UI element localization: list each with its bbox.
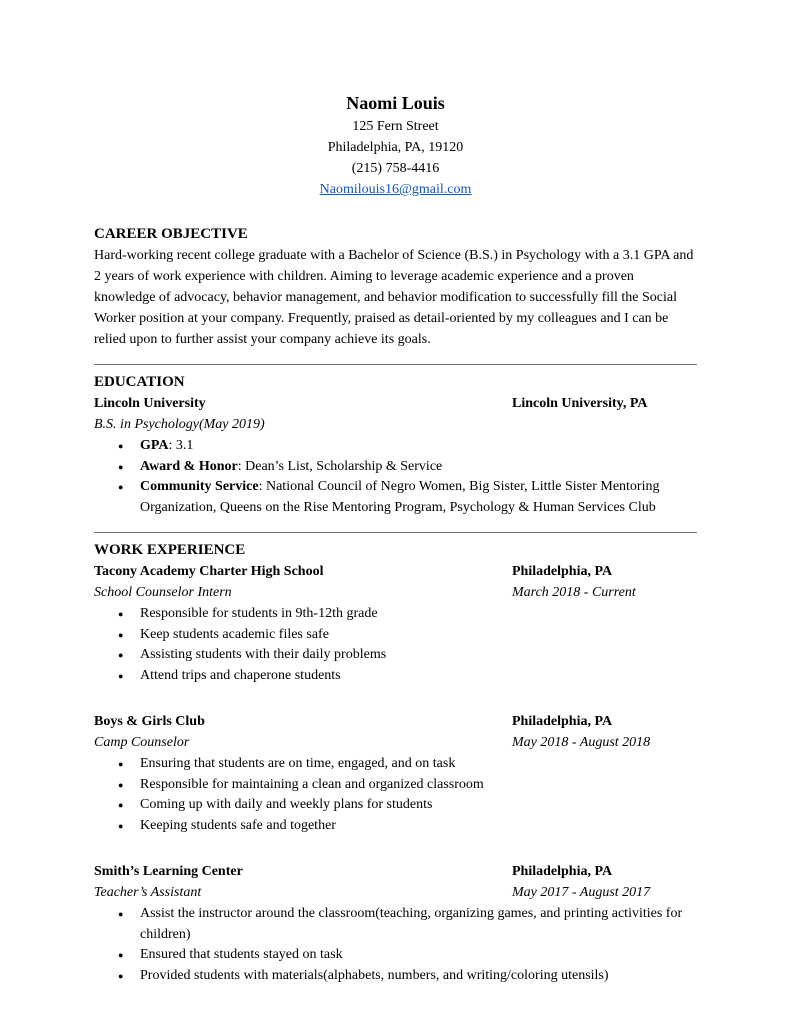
job-location: Philadelphia, PA: [512, 864, 613, 879]
education-degree: B.S. in Psychology(May 2019): [94, 417, 265, 432]
job-title: Teacher’s Assistant: [94, 885, 202, 900]
job-bullet: ● Assisting students with their daily problems: [94, 645, 697, 666]
education-bullet: [94, 457, 697, 478]
education-school: Lincoln University: [94, 396, 206, 411]
education-bullet-label: GPA: [140, 438, 169, 453]
job-bullet: ● Attend trips and chaperone students: [94, 666, 697, 687]
job-location: Philadelphia, PA: [512, 564, 613, 579]
job-bullet: ● Ensured that students stayed on task: [94, 945, 697, 966]
education-heading: EDUCATION: [94, 374, 185, 390]
phone-number: (215) 758-4416: [351, 161, 440, 176]
career-objective-text: Hard-working recent college graduate with a Bachelor of Science (B.S.) in Psychology with a 3.1 GPA and 2 years of work experience with children. Aiming to leverage academic experience and a proven knowledge of advocacy, behavior management, and behavior modification to successfully fill the Social Worker position at your company. Frequently, praised as detail-oriented by my colleagues and I can be relied upon to further assist your company achieve its goals.: [94, 248, 694, 347]
job-bullet: ● Keep students academic files safe: [94, 625, 697, 646]
section-work-experience: [94, 540, 697, 986]
career-objective-heading: CAREER OBJECTIVE: [94, 226, 248, 242]
job-dates: May 2017 - August 2017: [512, 885, 651, 900]
job-block: [94, 861, 697, 986]
education-bullet: [94, 436, 697, 457]
education-bullet: [94, 477, 697, 518]
work-experience-heading: WORK EXPERIENCE: [94, 542, 246, 558]
contact-header: [94, 90, 697, 200]
job-bullet: ● Ensuring that students are on time, engaged, and on task: [94, 754, 697, 775]
job-bullet: ● Keeping students safe and together: [94, 816, 697, 837]
education-bullet-text: : Dean’s List, Scholarship & Service: [237, 458, 443, 474]
education-bullet-label: Community Service: [140, 479, 259, 494]
section-divider: [94, 532, 697, 533]
job-title: Camp Counselor: [94, 735, 190, 750]
section-education: [94, 372, 697, 518]
job-bullets: [94, 754, 697, 836]
education-bullet-label: Award & Honor: [140, 458, 238, 474]
email-link[interactable]: Naomilouis16@gmail.com: [319, 182, 472, 197]
job-location: Philadelphia, PA: [512, 714, 613, 729]
section-divider: [94, 364, 697, 365]
education-bullet-text: : National Council of Negro Women, Big Sister, Little Sister Mentoring Organization, Queens on the Rise Mentoring Program, Psychology & Human Services Club: [140, 479, 660, 515]
job-dates: May 2018 - August 2018: [512, 735, 651, 750]
job-block: [94, 711, 697, 836]
job-bullet: ● Responsible for students in 9th-12th grade: [94, 604, 697, 625]
section-career-objective: [94, 224, 697, 350]
person-name: Naomi Louis: [346, 93, 445, 113]
education-bullets: [94, 436, 697, 518]
job-bullets: [94, 904, 697, 986]
job-employer: Tacony Academy Charter High School: [94, 564, 324, 579]
address-city-state-zip: Philadelphia, PA, 19120: [327, 140, 464, 155]
job-bullet: ● Provided students with materials(alphabets, numbers, and writing/coloring utensils): [94, 966, 697, 987]
job-bullet: ● Responsible for maintaining a clean and organized classroom: [94, 775, 697, 796]
job-dates: March 2018 - Current: [512, 585, 636, 600]
job-bullet: ● Assist the instructor around the classroom(teaching, organizing games, and printing activities for children): [94, 904, 697, 945]
job-title: School Counselor Intern: [94, 585, 232, 600]
education-location: Lincoln University, PA: [512, 396, 648, 411]
job-bullet: ● Coming up with daily and weekly plans for students: [94, 795, 697, 816]
education-bullet-text: : 3.1: [168, 438, 194, 453]
job-block: [94, 561, 697, 686]
job-employer: Boys & Girls Club: [94, 714, 205, 729]
address-street: 125 Fern Street: [352, 119, 439, 134]
job-bullets: [94, 604, 697, 686]
job-employer: Smith’s Learning Center: [94, 864, 243, 879]
